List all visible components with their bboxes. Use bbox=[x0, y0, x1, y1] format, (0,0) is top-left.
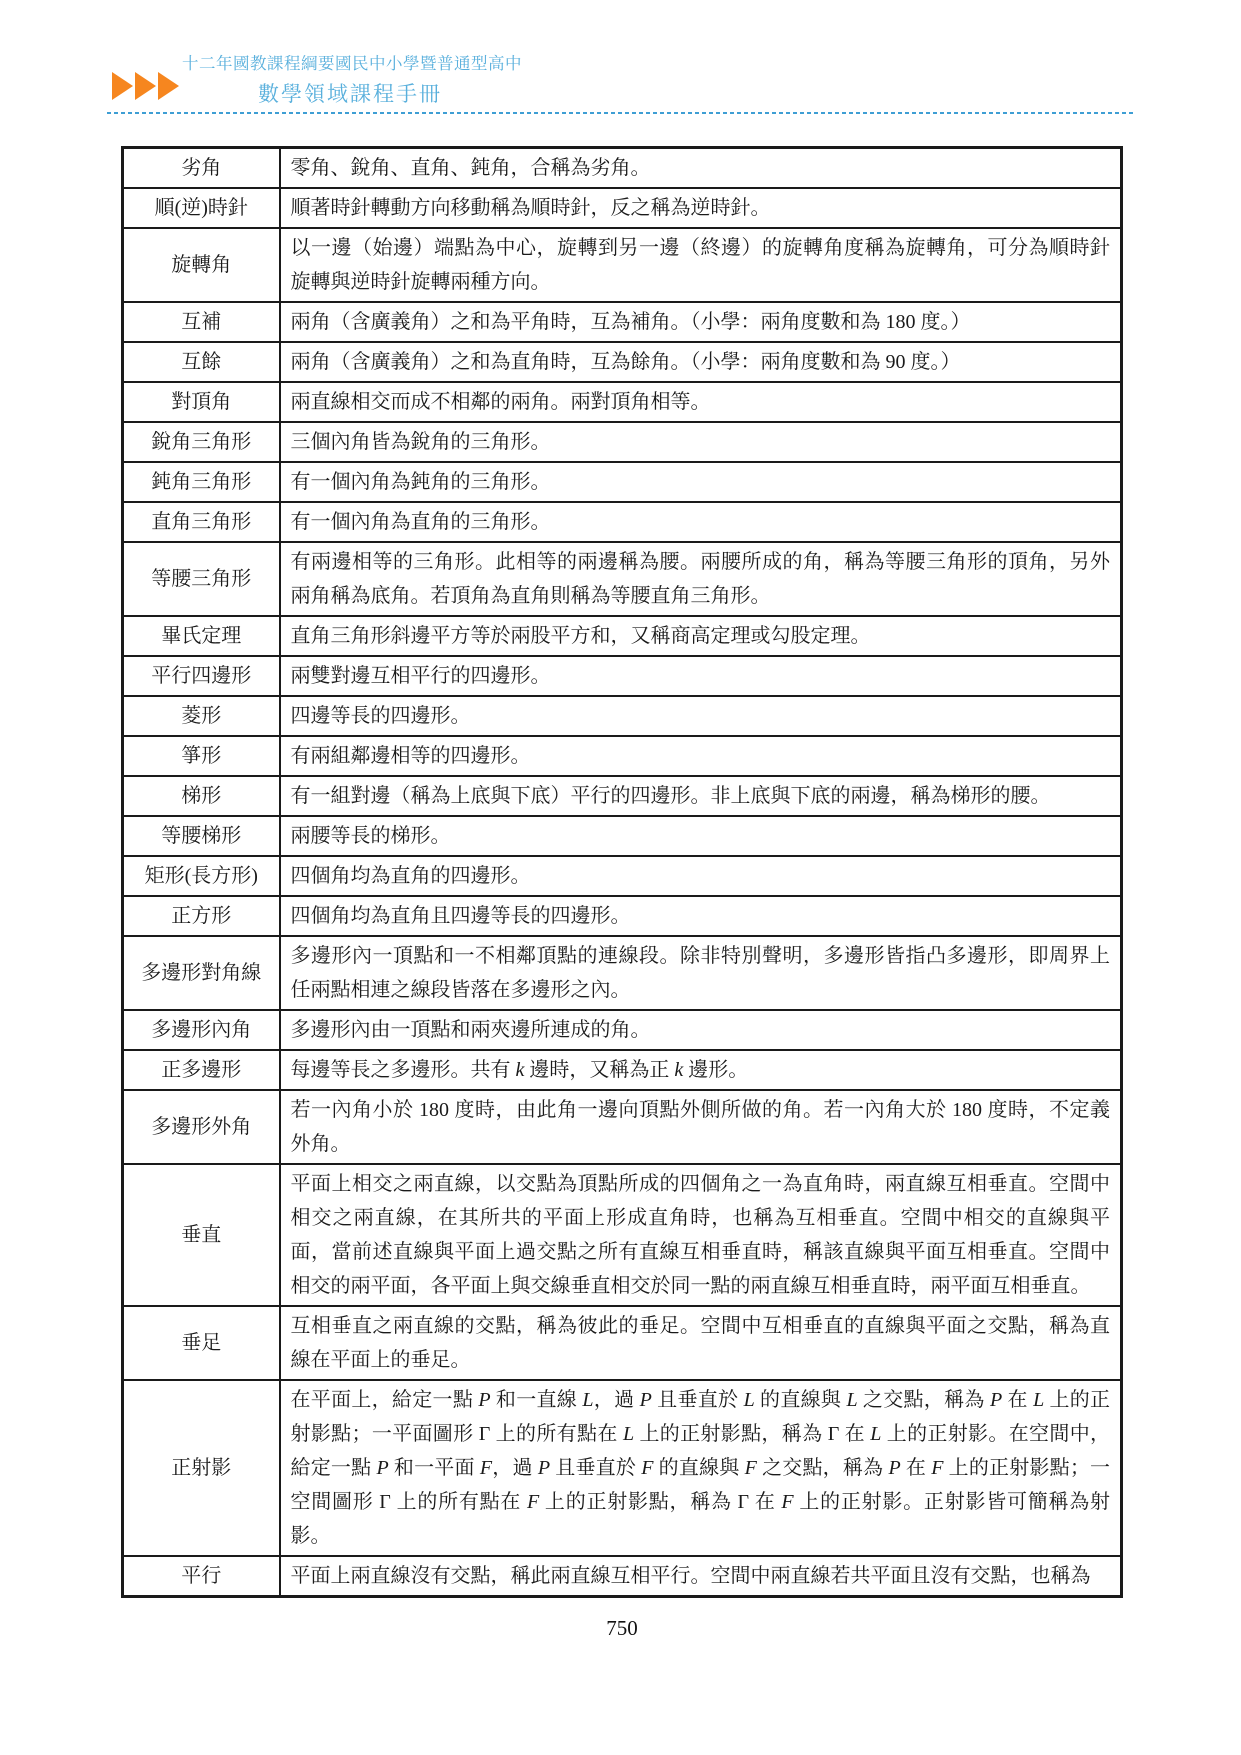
definition-cell: 四個角均為直角的四邊形。 bbox=[280, 856, 1122, 896]
triple-arrow-logo bbox=[112, 72, 181, 100]
glossary-row bbox=[123, 816, 1122, 856]
definition-cell: 直角三角形斜邊平方等於兩股平方和，又稱商高定理或勾股定理。 bbox=[280, 616, 1122, 656]
glossary-row bbox=[123, 776, 1122, 816]
term-cell: 平行 bbox=[123, 1556, 280, 1597]
definition-cell: 有一組對邊（稱為上底與下底）平行的四邊形。非上底與下底的兩邊，稱為梯形的腰。 bbox=[280, 776, 1122, 816]
glossary-row bbox=[123, 856, 1122, 896]
glossary-row bbox=[123, 656, 1122, 696]
definition-cell: 有一個內角為鈍角的三角形。 bbox=[280, 462, 1122, 502]
term-cell: 等腰三角形 bbox=[123, 542, 280, 616]
glossary-table bbox=[121, 146, 1123, 1598]
definition-cell: 若一內角小於 180 度時，由此角一邊向頂點外側所做的角。若一內角大於 180 度時，不定義外角。 bbox=[280, 1090, 1122, 1164]
definition-cell: 每邊等長之多邊形。共有 k 邊時，又稱為正 k 邊形。 bbox=[280, 1050, 1122, 1090]
term-cell: 正射影 bbox=[123, 1380, 280, 1556]
term-cell: 互餘 bbox=[123, 342, 280, 382]
term-cell: 垂足 bbox=[123, 1306, 280, 1380]
definition-cell: 兩腰等長的梯形。 bbox=[280, 816, 1122, 856]
term-cell: 畢氏定理 bbox=[123, 616, 280, 656]
glossary-row bbox=[123, 736, 1122, 776]
term-cell: 垂直 bbox=[123, 1164, 280, 1306]
definition-cell: 兩雙對邊互相平行的四邊形。 bbox=[280, 656, 1122, 696]
term-cell: 多邊形對角線 bbox=[123, 936, 280, 1010]
term-cell: 鈍角三角形 bbox=[123, 462, 280, 502]
page-header bbox=[182, 50, 522, 108]
glossary-row bbox=[123, 1306, 1122, 1380]
definition-cell: 兩直線相交而成不相鄰的兩角。兩對頂角相等。 bbox=[280, 382, 1122, 422]
glossary-row bbox=[123, 616, 1122, 656]
right-triangle-icon bbox=[112, 72, 133, 100]
term-cell: 菱形 bbox=[123, 696, 280, 736]
term-cell: 多邊形內角 bbox=[123, 1010, 280, 1050]
definition-cell: 有一個內角為直角的三角形。 bbox=[280, 502, 1122, 542]
glossary-row bbox=[123, 148, 1122, 189]
glossary-row bbox=[123, 1090, 1122, 1164]
term-cell: 箏形 bbox=[123, 736, 280, 776]
term-cell: 銳角三角形 bbox=[123, 422, 280, 462]
definition-cell: 有兩邊相等的三角形。此相等的兩邊稱為腰。兩腰所成的角，稱為等腰三角形的頂角，另外兩角稱為底角。若頂角為直角則稱為等腰直角三角形。 bbox=[280, 542, 1122, 616]
definition-cell: 互相垂直之兩直線的交點，稱為彼此的垂足。空間中互相垂直的直線與平面之交點，稱為直線在平面上的垂足。 bbox=[280, 1306, 1122, 1380]
glossary-row bbox=[123, 1164, 1122, 1306]
definition-cell: 平面上相交之兩直線，以交點為頂點所成的四個角之一為直角時，兩直線互相垂直。空間中相交之兩直線，在其所共的平面上形成直角時，也稱為互相垂直。空間中相交的直線與平面，當前述直線與平面上過交點之所有直線互相垂直時，稱該直線與平面互相垂直。空間中相交的兩平面，各平面上與交線垂直相交於同一點的兩直線互相垂直時，兩平面互相垂直。 bbox=[280, 1164, 1122, 1306]
definition-cell: 多邊形內由一頂點和兩夾邊所連成的角。 bbox=[280, 1010, 1122, 1050]
definition-cell: 以一邊（始邊）端點為中心，旋轉到另一邊（終邊）的旋轉角度稱為旋轉角，可分為順時針旋轉與逆時針旋轉兩種方向。 bbox=[280, 228, 1122, 302]
right-triangle-icon bbox=[135, 72, 156, 100]
term-cell: 順(逆)時針 bbox=[123, 188, 280, 228]
term-cell: 正方形 bbox=[123, 896, 280, 936]
definition-cell: 平面上兩直線沒有交點，稱此兩直線互相平行。空間中兩直線若共平面且沒有交點，也稱為 bbox=[280, 1556, 1122, 1597]
glossary-row bbox=[123, 936, 1122, 1010]
glossary-row bbox=[123, 1556, 1122, 1597]
definition-cell: 在平面上，給定一點 P 和一直線 L，過 P 且垂直於 L 的直線與 L 之交點，稱為 P 在 L 上的正射影點；一平面圖形 Γ 上的所有點在 L 上的正射影點，稱為 Γ 在 L 上的正射影。在空間中，給定一點 P 和一平面 F，過 P 且垂直於 F 的直線與 F 之交點，稱為 P 在 F 上的正射影點；一空間圖形 Γ 上的所有點在 F 上的正射影點，稱為 Γ 在 F 上的正射影。正射影皆可簡稱為射影。 bbox=[280, 1380, 1122, 1556]
term-cell: 直角三角形 bbox=[123, 502, 280, 542]
definition-cell: 三個內角皆為銳角的三角形。 bbox=[280, 422, 1122, 462]
right-triangle-icon bbox=[158, 72, 179, 100]
term-cell: 對頂角 bbox=[123, 382, 280, 422]
term-cell: 等腰梯形 bbox=[123, 816, 280, 856]
glossary-row bbox=[123, 228, 1122, 302]
term-cell: 劣角 bbox=[123, 148, 280, 189]
term-cell: 正多邊形 bbox=[123, 1050, 280, 1090]
term-cell: 矩形(長方形) bbox=[123, 856, 280, 896]
definition-cell: 四邊等長的四邊形。 bbox=[280, 696, 1122, 736]
term-cell: 多邊形外角 bbox=[123, 1090, 280, 1164]
glossary-row bbox=[123, 1010, 1122, 1050]
page-number: 750 bbox=[606, 1616, 638, 1640]
definition-cell: 四個角均為直角且四邊等長的四邊形。 bbox=[280, 896, 1122, 936]
term-cell: 平行四邊形 bbox=[123, 656, 280, 696]
glossary-row bbox=[123, 188, 1122, 228]
definition-cell: 零角、銳角、直角、鈍角，合稱為劣角。 bbox=[280, 148, 1122, 189]
glossary-row bbox=[123, 302, 1122, 342]
glossary-row bbox=[123, 422, 1122, 462]
definition-cell: 順著時針轉動方向移動稱為順時針，反之稱為逆時針。 bbox=[280, 188, 1122, 228]
glossary-row bbox=[123, 896, 1122, 936]
definition-cell: 兩角（含廣義角）之和為直角時，互為餘角。（小學：兩角度數和為 90 度。） bbox=[280, 342, 1122, 382]
term-cell: 互補 bbox=[123, 302, 280, 342]
header-title-line2: 數學領域課程手冊 bbox=[258, 83, 442, 106]
glossary-row bbox=[123, 462, 1122, 502]
definition-cell: 多邊形內一頂點和一不相鄰頂點的連線段。除非特別聲明，多邊形皆指凸多邊形，即周界上任兩點相連之線段皆落在多邊形之內。 bbox=[280, 936, 1122, 1010]
definition-cell: 有兩組鄰邊相等的四邊形。 bbox=[280, 736, 1122, 776]
glossary-row bbox=[123, 342, 1122, 382]
glossary-row bbox=[123, 382, 1122, 422]
header-title-line1: 十二年國教課程綱要國民中小學暨普通型高中 bbox=[182, 55, 522, 73]
term-cell: 旋轉角 bbox=[123, 228, 280, 302]
glossary-row bbox=[123, 696, 1122, 736]
header-dashed-rule bbox=[107, 112, 1136, 114]
term-cell: 梯形 bbox=[123, 776, 280, 816]
glossary-row bbox=[123, 502, 1122, 542]
definition-cell: 兩角（含廣義角）之和為平角時，互為補角。（小學：兩角度數和為 180 度。） bbox=[280, 302, 1122, 342]
glossary-row bbox=[123, 542, 1122, 616]
glossary-row bbox=[123, 1380, 1122, 1556]
glossary-row bbox=[123, 1050, 1122, 1090]
